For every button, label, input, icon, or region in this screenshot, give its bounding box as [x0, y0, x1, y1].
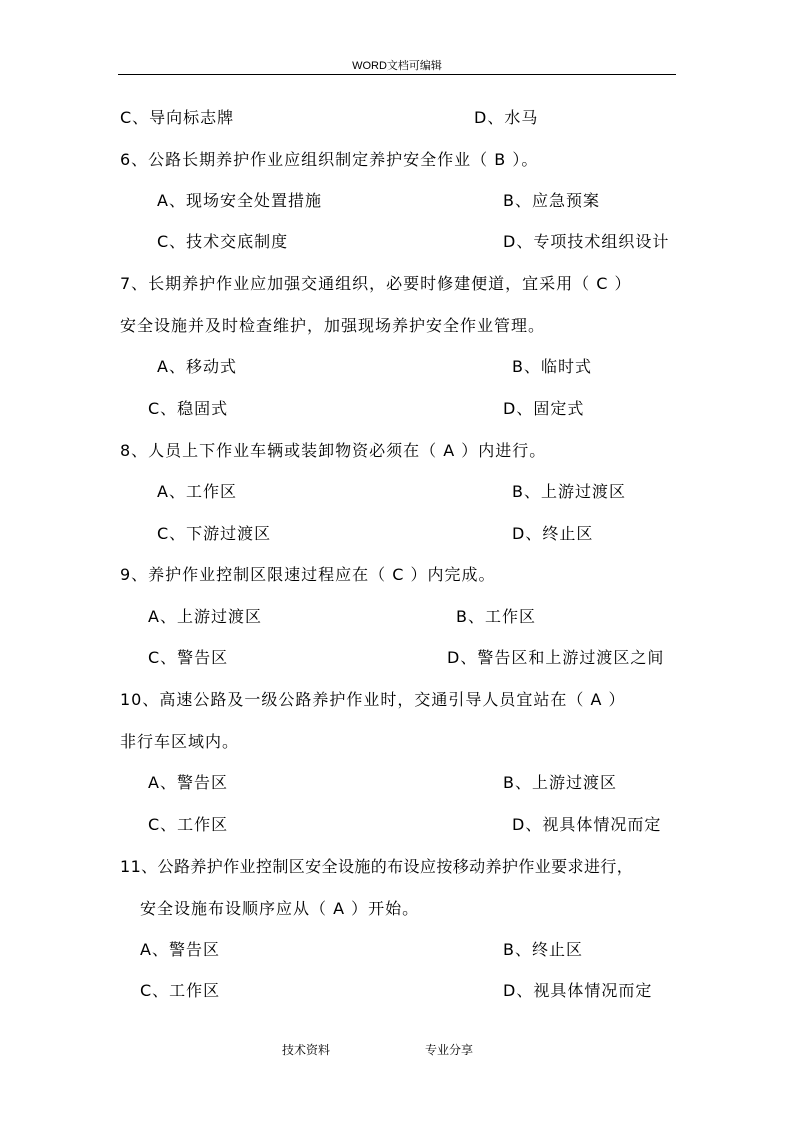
q6-option-a: A、现场安全处置措施: [157, 191, 322, 210]
q8-option-a: A、工作区: [157, 482, 237, 501]
q9-option-c: C、警告区: [148, 648, 229, 667]
q11-option-d: D、视具体情况而定: [503, 981, 653, 1000]
q7-stem-line1: 7、长期养护作业应加强交通组织，必要时修建便道，宜采用（ C ）: [120, 274, 632, 293]
q10-option-d: D、视具体情况而定: [512, 815, 662, 834]
q10-option-a: A、警告区: [148, 773, 228, 792]
q7-stem-line2: 安全设施并及时检查维护，加强现场养护安全作业管理。: [120, 316, 546, 335]
q6-option-d: D、专项技术组织设计: [503, 232, 670, 251]
footer-left-text: 技术资料: [282, 1043, 331, 1057]
q9-option-a: A、上游过渡区: [148, 607, 262, 626]
q8-option-c: C、下游过渡区: [157, 524, 272, 543]
q9-stem: 9、养护作业控制区限速过程应在（ C ）内完成。: [120, 565, 496, 584]
q7-option-d: D、固定式: [503, 399, 585, 418]
q6-option-c: C、技术交底制度: [157, 232, 289, 251]
q6-stem: 6、公路长期养护作业应组织制定养护安全作业（ B ）。: [120, 150, 539, 169]
q7-option-a: A、移动式: [157, 357, 237, 376]
q5-option-c: C、导向标志牌: [120, 108, 235, 127]
q8-option-d: D、终止区: [512, 524, 594, 543]
q11-stem-line2: 安全设施布设顺序应从（ A ）开始。: [140, 899, 420, 918]
q11-stem-line1: 11、公路养护作业控制区安全设施的布设应按移动养护作业要求进行，: [120, 857, 634, 876]
q11-option-c: C、工作区: [140, 981, 221, 1000]
q9-option-b: B、工作区: [456, 607, 536, 626]
q7-option-b: B、临时式: [512, 357, 592, 376]
q8-stem: 8、人员上下作业车辆或装卸物资必须在（ A ）内进行。: [120, 441, 547, 460]
page-header-title: WORD文档可编辑: [352, 60, 442, 72]
footer-right-text: 专业分享: [425, 1043, 474, 1057]
q10-option-c: C、工作区: [148, 815, 229, 834]
q10-option-b: B、上游过渡区: [503, 773, 617, 792]
q7-option-c: C、稳固式: [148, 399, 229, 418]
q11-option-b: B、终止区: [503, 940, 583, 959]
q5-option-d: D、水马: [474, 108, 539, 127]
header-divider: [118, 74, 676, 75]
q8-option-b: B、上游过渡区: [512, 482, 626, 501]
q9-option-d: D、警告区和上游过渡区之间: [447, 648, 665, 667]
q11-option-a: A、警告区: [140, 940, 220, 959]
q6-option-b: B、应急预案: [503, 191, 600, 210]
q10-stem-line2: 非行车区域内。: [120, 732, 240, 751]
q10-stem-line1: 10、高速公路及一级公路养护作业时，交通引导人员宜站在（ A ）: [120, 690, 626, 709]
